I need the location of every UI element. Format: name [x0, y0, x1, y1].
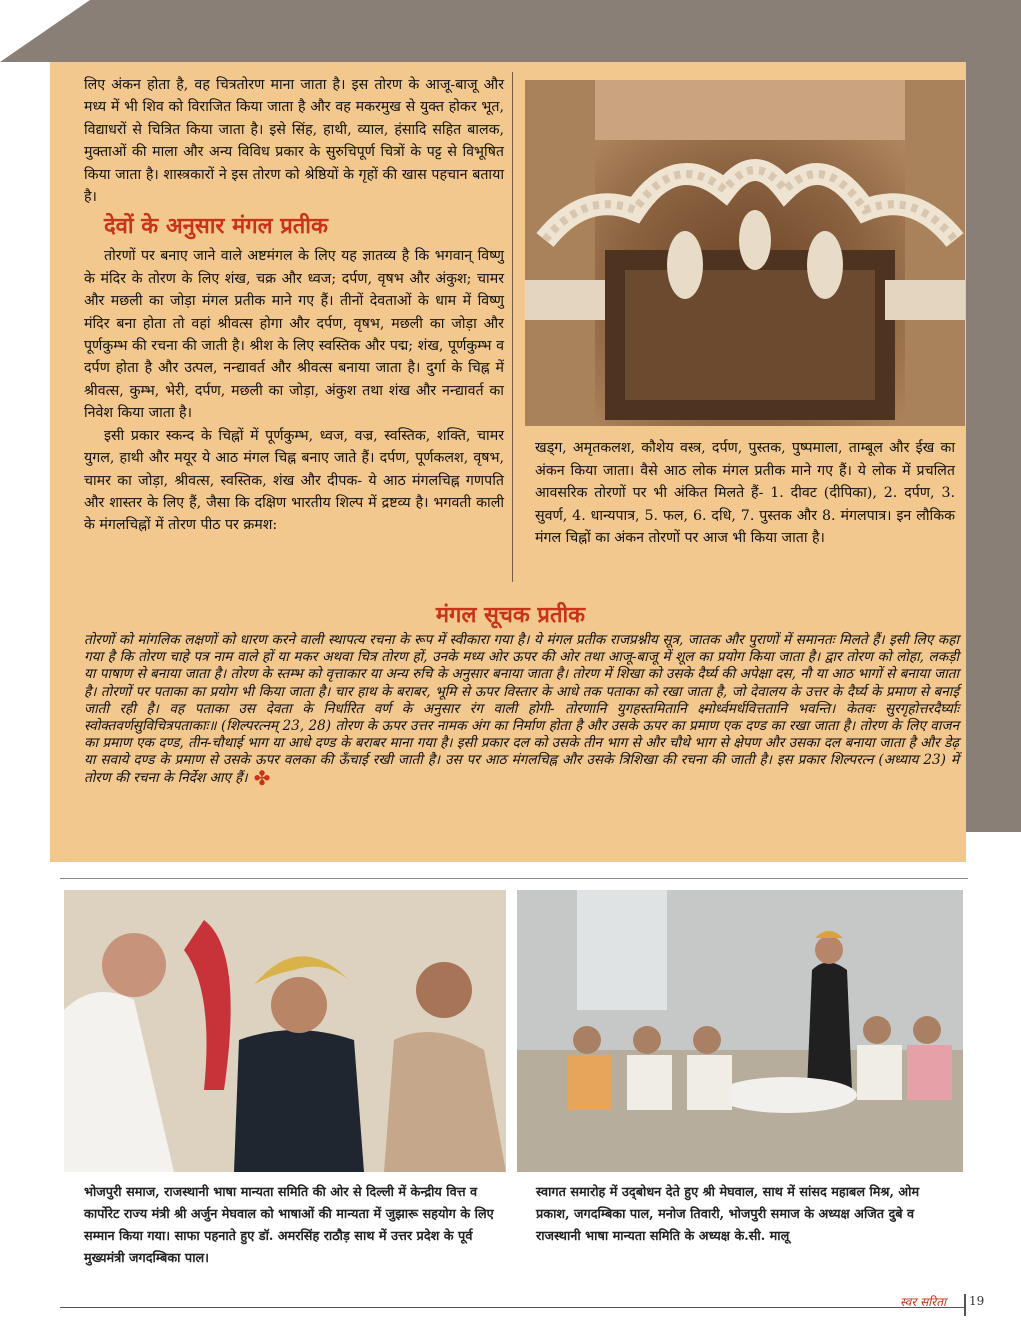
page-number: 19	[969, 1294, 985, 1308]
meeting-illustration	[517, 890, 963, 1172]
end-flower-icon: ✤	[253, 765, 271, 790]
meeting-photo	[517, 890, 963, 1172]
top-decor-band	[0, 0, 1021, 62]
right-column-para: खड्ग, अमृतकलश, कौशेय वस्त्र, दर्पण, पुस्तक, पुष्पमाला, ताम्बूल और ईख का अंकन किया जाता। वैसे आठ लोक मंगल प्रतीक माने गए हैं। ये लोक में प्रचलित आवसरिक तोरणों पर भी अंकित मिलते हैं- 1. दीवट (दीपिका), 2. दर्पण, 3. सुवर्ण, 4. धान्यपात्र, 5. फल, 6. दधि, 7. पुस्तक और 8. मंगलपात्र। इन लौकिक मंगल चिह्नों का अंकन तोरणों पर आज भी किया जाता है।	[535, 440, 955, 547]
italic-para-text: तोरणों को मांगलिक लक्षणों को धारण करने वाली स्थापत्य रचना के रूप में स्वीकारा गया है। ये मंगल प्रतीक राजप्रश्नीय सूत्र, जातक और पुराणों में समानतः मिलते हैं। इसी लिए कहा गया है कि तोरण चाहे पत्र नाम वाले हों या मकर अथवा चित्र तोरण हों, उनके मध्य ओर ऊपर की ओर तथा आजू-बाजू में शूल का प्रयोग किया जाता है। द्वार तोरण को लोहा, लकड़ी या पाषाण से बनाया जाता है। तोरण के स्तम्भ को वृत्ताकार या अन्य रुचि के अनुसार बनाया जाता है। तोरण में शिखा को उसके दैर्घ्य की अपेक्षा दस, नौ या आठ भागों से बनाया जाता है। तोरणों पर पताका का प्रयोग भी किया जाता है। चार हाथ के बराबर, भूमि से ऊपर विस्तार के आधे तक पताका को रखा जाता है, जो देवालय के उत्तर के दैर्घ्य के प्रमाण से बनाई जाती रही है। वह पताका उस देवता के निर्धारित वर्ण के अनुसार रंग वाली होगी- तोरणानि युगहस्तमितानि क्ष्मोर्ध्वमर्धवित्ततानि भवन्ति। केतवः सुरगृहोत्तरदैर्घ्याः स्वोक्तवर्णसुविचित्रपताकाः॥ (शिल्परत्नम् 23, 28) तोरण के ऊपर उत्तर नामक अंग का निर्माण होता है और उसके ऊपर का प्रमाण एक दण्ड का रखा जाता है। तोरण के लिए वाजन का प्रमाण एक दण्ड, तीन-चौथाई भाग या आधे दण्ड के बराबर माना गया है। इसी प्रकार दल को उसके तीन भाग से और चौथे भाग से क्षेपण और उसका दल बनाया जाता है और डेढ़ या सवाये दण्ड के प्रमाण से उसके ऊपर वलका की ऊँचाई रखी जाती है। उस पर आठ मंगलचिह्न और उसके त्रिशिखा की रचना की जाती है। इस प्रकार शिल्परत्न (अध्याय 23) में तोरण की रचना के निर्देश आए हैं।	[84, 632, 959, 786]
para-ashtamangal: तोरणों पर बनाए जाने वाले अष्टमंगल के लिए यह ज्ञातव्य है कि भगवान् विष्णु के मंदिर के तोरण के लिए शंख, चक्र और ध्वज; दर्पण, वृषभ और अंकुश; चामर और मछली का जोड़ा मंगल प्रतीक माने गए हैं। तीनों देवताओं के धाम में विष्णु मंदिर बना होता तो वहां श्रीवत्स होगा और दर्पण, वृषभ, मछली का जोड़ा और पूर्णकुम्भ की रचना की जाती है। श्रीश के लिए स्वस्तिक और पद्म; शंख, पूर्णकुम्भ व दर्पण होता है और उत्पल, नन्द्यावर्त और श्रीवत्स बनाया जाता है। दुर्गा के चिह्न में श्रीवत्स, कुम्भ, भेरी, दर्पण, मछली का जोड़ा, अंकुश तथा शंख और नन्द्यावर्त का निवेश किया जाता है।	[84, 248, 504, 422]
heading-devon-ke-anusar: देवों के अनुसार मंगल प्रतीक	[104, 213, 328, 240]
photo-separator-line	[60, 878, 968, 879]
footer-line	[60, 1307, 965, 1308]
footer-divider	[964, 1294, 966, 1316]
right-band-notch	[961, 60, 1021, 105]
column-divider	[512, 72, 513, 582]
heading-mangal-suchak: मंगल सूचक प्रतीक	[435, 602, 586, 628]
turban-ceremony-illustration	[64, 890, 506, 1172]
torana-carving-illustration	[525, 80, 965, 426]
turban-ceremony-photo	[64, 890, 506, 1172]
left-column	[84, 74, 504, 537]
top-band-cut	[0, 0, 90, 62]
caption-right-photo: स्वागत समारोह में उद्‌बोधन देते हुए श्री मेघवाल, साथ में सांसद महाबल मिश्र, ओम प्रकाश, जगदम्बिका पाल, मनोज तिवारी, भोजपुरी समाज के अध्यक्ष अजित दुबे व राजस्थानी भाषा मान्यता समिति के अध्यक्ष के.सी. मालू	[536, 1185, 920, 1244]
para-skand: इसी प्रकार स्कन्द के चिह्नों में पूर्णकुम्भ, ध्वज, वज्र, स्वस्तिक, शक्ति, चामर युगल, हाथी और मयूर ये आठ मंगल चिह्न बनाए जाते हैं। दर्पण, पूर्णकलश, वृषभ, चामर का जोड़ा, श्रीवत्स, स्वस्तिक, शंख और दीपक- ये आठ मंगलचिह्न गणपति और शास्तर के लिए हैं, जैसा कि दक्षिण भारतीय शिल्प में द्रष्टव्य है। भगवती काली के मंगलचिह्नों में तोरण पीठ पर क्रमश:	[84, 427, 504, 534]
caption-left-photo: भोजपुरी समाज, राजस्थानी भाषा मान्यता समिति की ओर से दिल्ली में केन्द्रीय वित्त व कार्पोरेट राज्य मंत्री श्री अर्जुन मेघवाल को भाषाओं की मान्यता में जुझारू सहयोग के लिए सम्मान किया गया। साफा पहनाते हुए डॉ. अमरसिंह राठौड़ साथ में उत्तर प्रदेश के पूर्व मुख्यमंत्री जगदम्बिका पाल।	[84, 1185, 494, 1266]
italic-section-body	[84, 632, 959, 790]
torana-carving-photo	[525, 80, 965, 426]
magazine-name: स्वर सरिता	[900, 1295, 947, 1309]
para-chitratoran: लिए अंकन होता है, वह चित्रतोरण माना जाता है। इस तोरण के आजू-बाजू और मध्य में भी शिव को विराजित किया जाता है और वह मकरमुख से युक्त होकर भूत, विद्याधरों से चित्रित किया जाता है। इसे सिंह, हाथी, व्याल, हंसादि सहित बालक, मुक्ताओं की माला और अन्य विविध प्रकार के सुरुचिपूर्ण चित्रों के पट्ट से विभूषित किया जाता है। शास्त्रकारों ने इस तोरण को श्रेष्ठियों के गृहों की खास पहचान बताया है।	[84, 77, 504, 206]
